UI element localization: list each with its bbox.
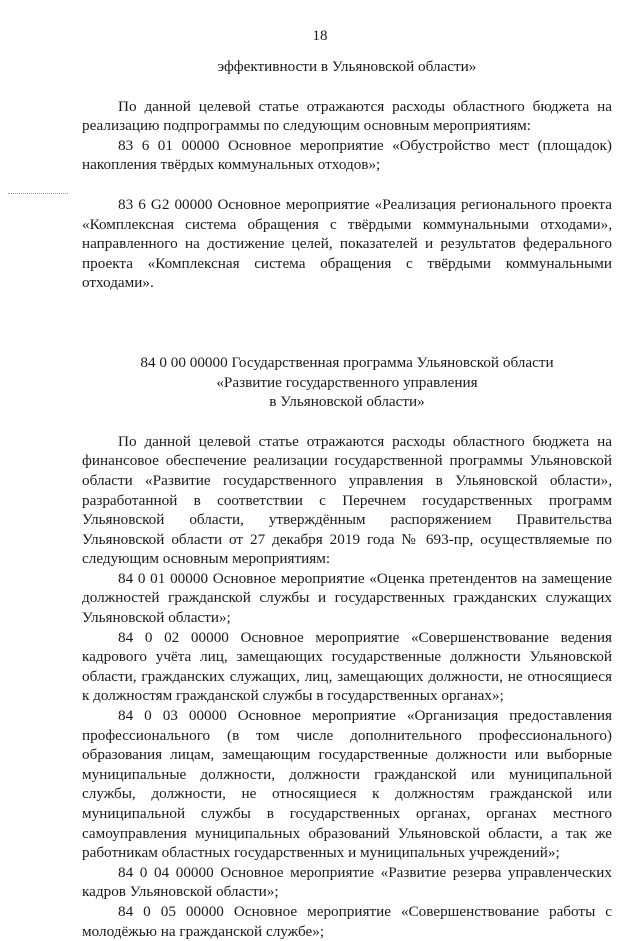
program-heading-line: 84 0 00 00000 Государственная программа Ульяновской области bbox=[140, 353, 554, 371]
program-heading-line: в Ульяновской области» bbox=[269, 393, 425, 411]
paragraph: 84 0 02 00000 Основное мероприятие «Совершенствование ведения кадрового учёта лиц, замещающих государственные должности Ульяновской области, гражданских служащих, лиц, замещающих должности, не относящиеся к должностям гражданской службы в государственных органах»; bbox=[82, 628, 612, 705]
paragraph: 84 0 05 00000 Основное мероприятие «Совершенствование работы с молодёжью на гражданской службе»; bbox=[82, 902, 612, 940]
paragraph: 83 6 G2 00000 Основное мероприятие «Реализация регионального проекта «Комплексная система обращения с твёрдыми коммунальными отходами», направленного на достижение целей, показателей и результатов федерального проекта «Комплексная система обращения с твёрдыми коммунальными отходами». bbox=[82, 195, 612, 292]
paragraph: 84 0 04 00000 Основное мероприятие «Развитие резерва управленческих кадров Ульяновской области»; bbox=[82, 863, 612, 901]
paragraph: 84 0 01 00000 Основное мероприятие «Оценка претендентов на замещение должностей гражданской службы и государственных гражданских служащих Ульяновской области»; bbox=[82, 569, 612, 627]
paragraph: 84 0 03 00000 Основное мероприятие «Организация предоставления профессионального (в том числе дополнительного профессионального) образования лицам, замещающим государственные должности или выборные муниципальные должности, должности гражданской или муниципальной службы, должности, не относящиеся к должностям гражданской или муниципальной службы в государственных органах, органах местного самоуправления муниципальных образований Ульяновской области, а так же работникам областных государственных и муниципальных учреждений»; bbox=[82, 707, 612, 862]
document-body bbox=[82, 57, 612, 941]
program-heading-line: «Развитие государственного управления bbox=[216, 373, 478, 391]
paragraph: 83 6 01 00000 Основное мероприятие «Обустройство мест (площадок) накопления твёрдых коммунальных отходов»; bbox=[82, 136, 612, 174]
margin-dotted-mark bbox=[8, 193, 68, 194]
paragraph: По данной целевой статье отражаются расходы областного бюджета на реализацию подпрограммы по следующим основным мероприятиям: bbox=[82, 97, 612, 135]
continued-heading-line: эффективности в Ульяновской области» bbox=[217, 58, 477, 75]
page-number: 18 bbox=[312, 28, 328, 44]
paragraph: По данной целевой статье отражаются расходы областного бюджета на финансовое обеспечение реализации государственной программы Ульяновской области «Развитие государственного управления в Ульяновской области», разработанной в соответствии с Перечнем государственных программ Ульяновской области, утверждённым распоряжением Правительства Ульяновской области от 27 декабря 2019 года № 693-пр, осуществляемые по следующим основным мероприятиям: bbox=[82, 432, 612, 568]
